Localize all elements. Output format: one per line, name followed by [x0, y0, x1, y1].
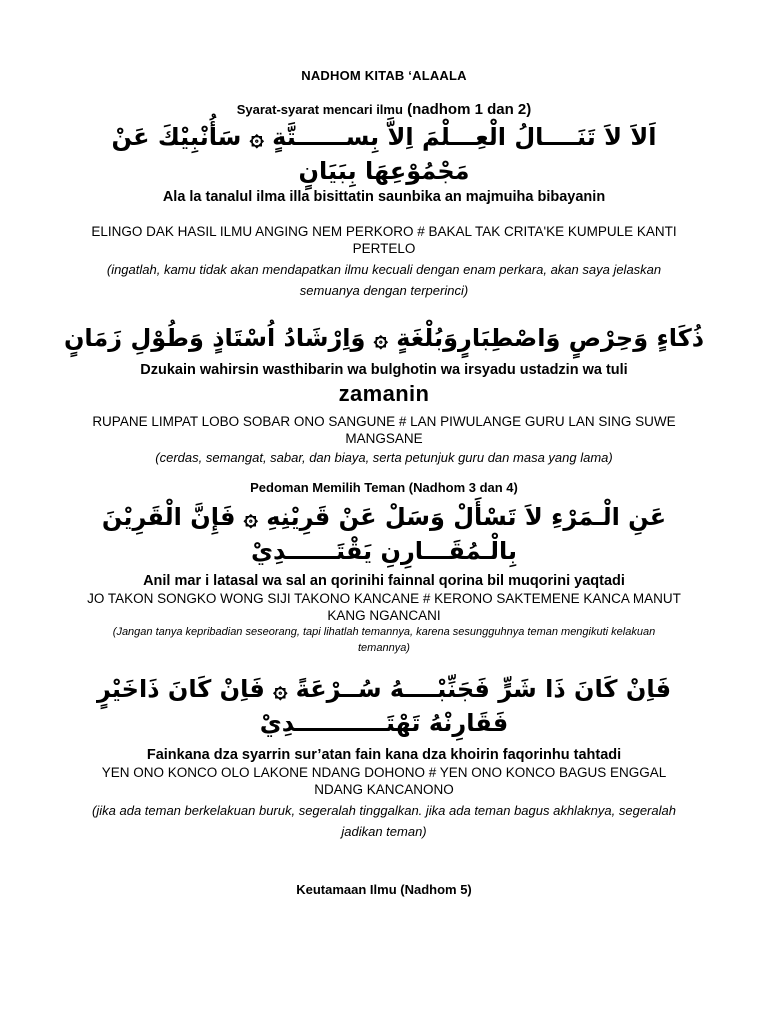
section-heading: Pedoman Memilih Teman (Nadhom 3 dan 4) [250, 480, 518, 495]
section-heading-suffix: (nadhom 1 dan 2) [402, 101, 532, 118]
latin-transliteration-emphasis: zamanin [338, 381, 430, 406]
indonesian-translation: (ingatlah, kamu tidak akan mendapatkan ilmu kecuali dengan enam perkara, akan saya jelaskan semuanya dengan terperinci) [106, 262, 662, 298]
arabic-verse: اَلاَ لاَ تَنَــــالُ الْعِـــلْمَ اِلاَّ بِســــــتَّةٍ ۞ سَأُنْبِيْكَ عَنْ مَجْمُوْعِهَا بِبَيَانٍ [111, 123, 657, 185]
javanese-translation: YEN ONO KONCO OLO LAKONE NDANG DOHONO # YEN ONO KONCO BAGUS ENGGAL NDANG KANCANONO [101, 765, 667, 797]
section-heading: Keutamaan Ilmu (Nadhom 5) [296, 882, 472, 897]
javanese-translation: JO TAKON SONGKO WONG SIJI TAKONO KANCANE # KERONO SAKTEMENE KANCA MANUT KANG NGANCANI [87, 591, 681, 623]
javanese-translation: RUPANE LIMPAT LOBO SOBAR ONO SANGUNE # LAN PIWULANGE GURU LAN SING SUWE MANGSANE [92, 414, 676, 446]
document-title: NADHOM KITAB ‘ALAALA [301, 68, 467, 83]
arabic-verse: ذُكَاءٍ وَحِرْصٍ وَاصْطِبَارٍوَبُلْغَةٍ ۞ وَاِرْشَادُ اُسْتَاذٍ وَطُوْلِ زَمَانٍ [63, 324, 705, 352]
section-heading-text: Syarat-syarat mencari ilmu [236, 102, 403, 117]
latin-transliteration: Ala la tanalul ilma illa bisittatin saunbika an majmuiha bibayanin [162, 189, 606, 205]
arabic-verse: فَاِنْ كَانَ ذَا شَرٍّ فَجَنِّبْــــهُ سُــرْعَةً ۞ فَاِنْ كَانَ ذَاخَيْرٍ فَقَارِنْهُ تَهْتَـــــــــــدِيْ [96, 675, 672, 737]
javanese-translation: ELINGO DAK HASIL ILMU ANGING NEM PERKORO # BAKAL TAK CRITA'KE KUMPULE KANTI PERTELO [91, 224, 677, 256]
indonesian-translation: (jika ada teman berkelakuan buruk, segeralah tinggalkan. jika ada teman bagus akhlaknya, segeralah jadikan teman) [92, 803, 676, 839]
latin-transliteration: Fainkana dza syarrin sur’atan fain kana dza khoirin faqorinhu tahtadi [146, 747, 622, 763]
indonesian-translation: (Jangan tanya kepribadian seseorang, tapi lihatlah temannya, karena sesungguhnya teman mengikuti kelakuan temannya) [112, 626, 656, 654]
section-heading [0, 102, 768, 118]
latin-transliteration: Dzukain wahirsin wasthibarin wa bulghotin wa irsyadu ustadzin wa tuli [140, 362, 628, 378]
indonesian-translation: (cerdas, semangat, sabar, dan biaya, serta petunjuk guru dan masa yang lama) [155, 450, 613, 465]
latin-transliteration: Anil mar i latasal wa sal an qorinihi fainnal qorina bil muqorini yaqtadi [143, 573, 625, 589]
arabic-verse: عَنِ الْـمَرْءِ لاَ تَسْأَلْ وَسَلْ عَنْ قَرِيْنِهِ ۞ فَإِنَّ الْقَرِيْنَ بِالْـمُقَـــارِنِ يَقْتَــــــدِيْ [101, 503, 667, 565]
